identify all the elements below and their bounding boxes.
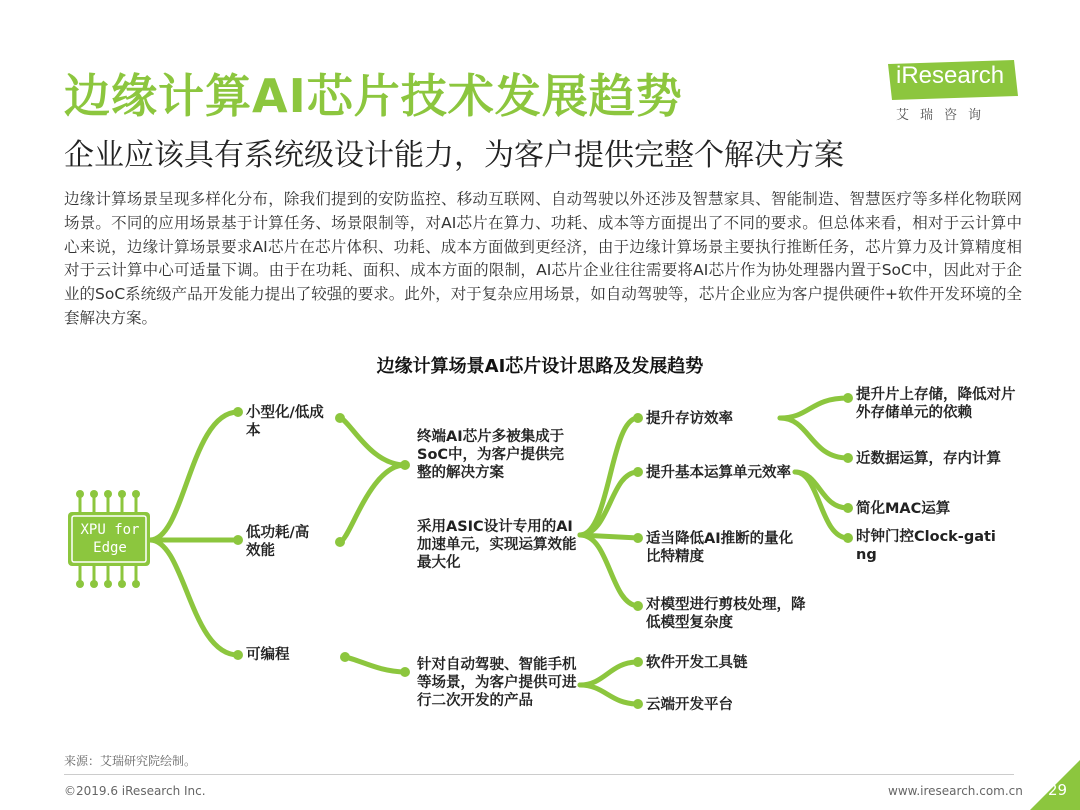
- node-compute-unit: 提升基本运算单元效率: [646, 465, 791, 481]
- copyright-text: ©2019.6 iResearch Inc.: [64, 784, 206, 798]
- node-mac: 简化MAC运算: [856, 501, 951, 517]
- node-secondary-dev: 针对自动驾驶、智能手机等场景，为客户提供可进行二次开发的产品: [417, 657, 577, 709]
- node-low-power: 低功耗/高效能: [246, 525, 310, 559]
- node-miniaturization: 小型化/低成本: [246, 405, 324, 439]
- root-node-label: XPU for Edge: [80, 522, 140, 556]
- logo-brand-text: iResearch: [896, 62, 1005, 89]
- node-cloud-platform: 云端开发平台: [646, 697, 733, 713]
- node-soc-integration: 终端AI芯片多被集成于SoC中，为客户提供完整的解决方案: [417, 429, 565, 481]
- node-clock-gating: 时钟门控Clock-gating: [856, 529, 996, 563]
- node-toolchain: 软件开发工具链: [646, 655, 748, 671]
- page-title: 边缘计算AI芯片技术发展趋势: [64, 69, 683, 123]
- node-programmable: 可编程: [246, 647, 290, 663]
- node-pruning: 对模型进行剪枝处理，降低模型复杂度: [646, 597, 806, 631]
- page-subtitle: 企业应该具有系统级设计能力，为客户提供完整个解决方案: [64, 138, 844, 173]
- node-onchip-storage: 提升片上存储，降低对片外存储单元的依赖: [856, 387, 1016, 421]
- node-memory-access: 提升存访效率: [646, 411, 733, 427]
- node-near-data: 近数据运算，存内计算: [856, 451, 1001, 467]
- node-quantization: 适当降低AI推断的量化比特精度: [646, 531, 794, 565]
- page-number: 29: [1048, 781, 1068, 799]
- intro-paragraph: 边缘计算场景呈现多样化分布，除我们提到的安防监控、移动互联网、自动驾驶以外还涉及智慧家具、智能制造、智慧医疗等多样化物联网场景。不同的应用场景基于计算任务、场景限制等，对AI芯片在算力、功耗、成本等方面提出了不同的要求。但总体来看，相对于云计算中心来说，边缘计算场景要求AI芯片在芯片体积、功耗、成本方面做到更经济，由于边缘计算场景主要执行推断任务，芯片算力及计算精度相对于云计算中心可适量下调。由于在功耗、面积、成本方面的限制，AI芯片企业往往需要将AI芯片作为协处理器内置于SoC中，因此对于企业的SoC系统级产品开发能力提出了较强的要求。此外，对于复杂应用场景，如自动驾驶等，芯片企业应为客户提供硬件+软件开发环境的全套解决方案。: [64, 190, 1022, 327]
- node-asic-accelerator: 采用ASIC设计专用的AI加速单元，实现运算效能最大化: [417, 519, 577, 571]
- footer-divider: [64, 774, 1014, 775]
- diagram-title: 边缘计算场景AI芯片设计思路及发展趋势: [376, 356, 704, 377]
- source-note: 来源：艾瑞研究院绘制。: [64, 754, 197, 768]
- logo-cn-text: 艾瑞咨询: [896, 108, 993, 123]
- website-text: www.iresearch.com.cn: [888, 784, 1023, 798]
